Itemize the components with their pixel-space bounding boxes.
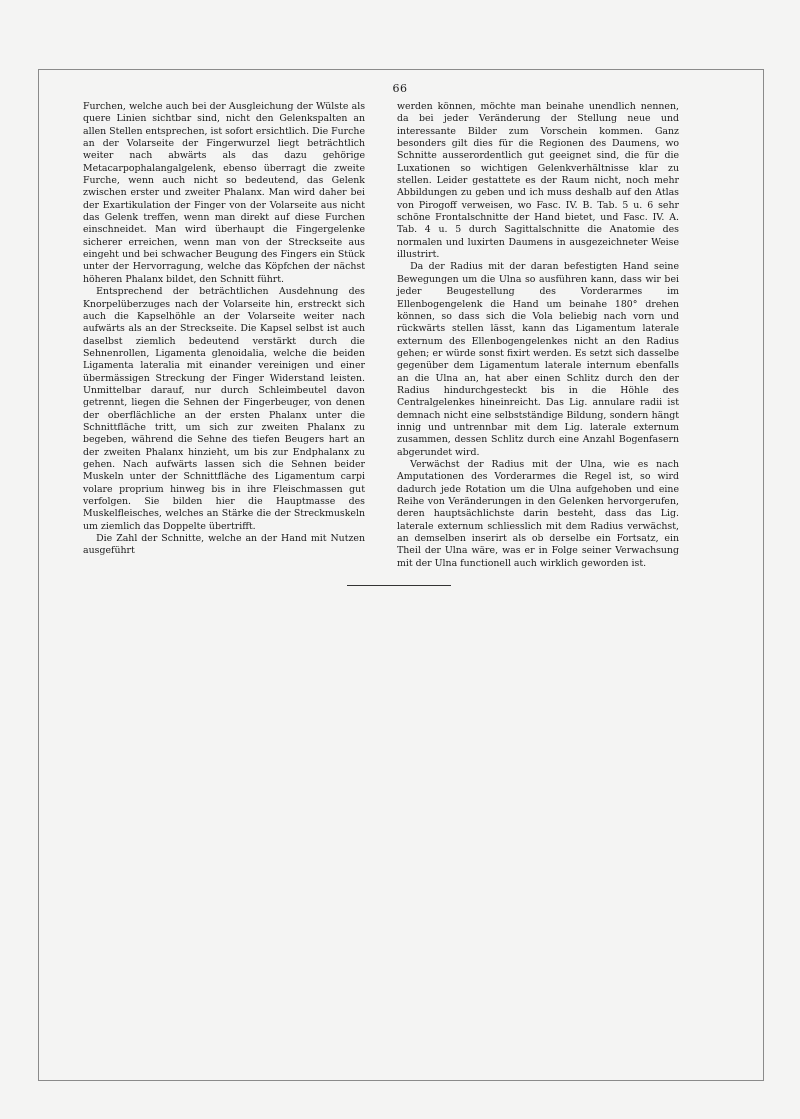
paragraph: werden können, möchte man beinahe unendlich nennen, da bei jeder Veränderung der Stellung neue und interessante Bilder zum Vorschein kommen. Ganz besonders gilt dies für die Regionen des Daumens, wo Schnitte ausserordentlich gut geeignet sind, die für die Luxationen so wichtigen Gelenkverhältnisse klar zu stellen. Leider gestattete es der Raum nicht, noch mehr Abbildungen zu geben und ich muss deshalb auf den Atlas von Pirogoff verweisen, wo Fasc. IV. B. Tab. 5 u. 6 sehr schöne Frontalschnitte der Hand bietet, und Fasc. IV. A. Tab. 4 u. 5 durch Sagittalschnitte die Anatomie des normalen und luxirten Daumens in ausgezeichneter Weise illustrirt. bbox=[397, 101, 679, 261]
paragraph: Verwächst der Radius mit der Ulna, wie es nach Amputationen des Vorderarmes die Regel ist, so wird dadurch jede Rotation um die Ulna aufgehoben und eine Reihe von Veränderungen in den Gelenken hervorgerufen, deren hauptsächlichste darin besteht, dass das Lig. laterale externum schliesslich mit dem Radius verwächst, an demselben inserirt als ob derselbe ein Fortsatz, ein Theil der Ulna wäre, was er in Folge seiner Verwachsung mit der Ulna functionell auch wirklich geworden ist. bbox=[397, 458, 679, 569]
section-divider-rule bbox=[347, 585, 451, 586]
paragraph: Da der Radius mit der daran befestigten Hand seine Bewegungen um die Ulna so ausführen kann, dass wir bei jeder Beugestellung des Vorderarmes im Ellenbogengelenk die Hand um beinahe 180° drehen können, so dass sich die Vola beliebig nach vorn und rückwärts stellen lässt, kann das Ligamentum laterale externum des Ellenbogengelenkes nicht an den Radius gehen; er würde sonst fixirt werden. Es setzt sich dasselbe gegenüber dem Ligamentum laterale internum ebenfalls an die Ulna an, hat aber einen Schlitz durch den der Radius hindurchgesteckt bis in die Höhle des Centralgelenkes hineinreicht. Das Lig. annulare radii ist demnach nicht eine selbstständige Bildung, sondern hängt innig und untrennbar mit dem Lig. laterale externum zusammen, dessen Schlitz durch eine Anzahl Bogenfasern abgerundet wird. bbox=[397, 261, 679, 458]
paragraph: Die Zahl der Schnitte, welche an der Hand mit Nutzen ausgeführt bbox=[83, 533, 365, 557]
paragraph: Furchen, welche auch bei der Ausgleichung der Wülste als quere Linien sichtbar sind, nicht den Gelenkspalten an allen Stellen entsprechen, ist sofort ersichtlich. Die Furche an der Volarseite der Fingerwurzel liegt beträchtlich weiter nach abwärts als das dazu gehörige Metacarpophalangalgelenk, ebenso überragt die zweite Furche, wenn auch nicht so bedeutend, das Gelenk zwischen erster und zweiter Phalanx. Man wird daher bei der Exartikulation der Finger von der Volarseite aus nicht das Gelenk treffen, wenn man direkt auf diese Furchen einschneidet. Man wird überhaupt die Fingergelenke sicherer erreichen, wenn man von der Streckseite aus eingeht und bei schwacher Beugung des Fingers ein Stück unter der Hervorragung, welche das Köpfchen der nächst höheren Phalanx bildet, den Schnitt führt. bbox=[83, 101, 365, 285]
right-text-column bbox=[397, 101, 679, 570]
page-number: 66 bbox=[392, 82, 408, 95]
paragraph: Entsprechend der beträchtlichen Ausdehnung des Knorpelüberzuges nach der Volarseite hin, erstreckt sich auch die Kapselhöhle an der Volarseite weiter nach aufwärts als an der Streckseite. Die Kapsel selbst ist auch daselbst ziemlich bedeutend verstärkt durch die Sehnenrollen, Ligamenta glenoidalia, welche die beiden Ligamenta lateralia mit einander vereinigen und einer übermässigen Streckung der Finger Widerstand leisten. Unmittelbar darauf, nur durch Schleimbeutel davon getrennt, liegen die Sehnen der Fingerbeuger, von denen der oberflächliche an der ersten Phalanx unter die Schnittfläche tritt, um sich zur zweiten Phalanx zu begeben, während die Sehne des tiefen Beugers hart an der zweiten Phalanx hinzieht, um bis zur Endphalanx zu gehen. Nach aufwärts lassen sich die Sehnen beider Muskeln unter der Schnittfläche des Ligamentum carpi volare proprium hinweg bis in ihre Fleischmassen gut verfolgen. Sie bilden hier die Hauptmasse des Muskelfleisches, welches an Stärke die der Streckmuskeln um ziemlich das Doppelte übertrifft. bbox=[83, 286, 365, 532]
left-text-column bbox=[83, 101, 365, 558]
